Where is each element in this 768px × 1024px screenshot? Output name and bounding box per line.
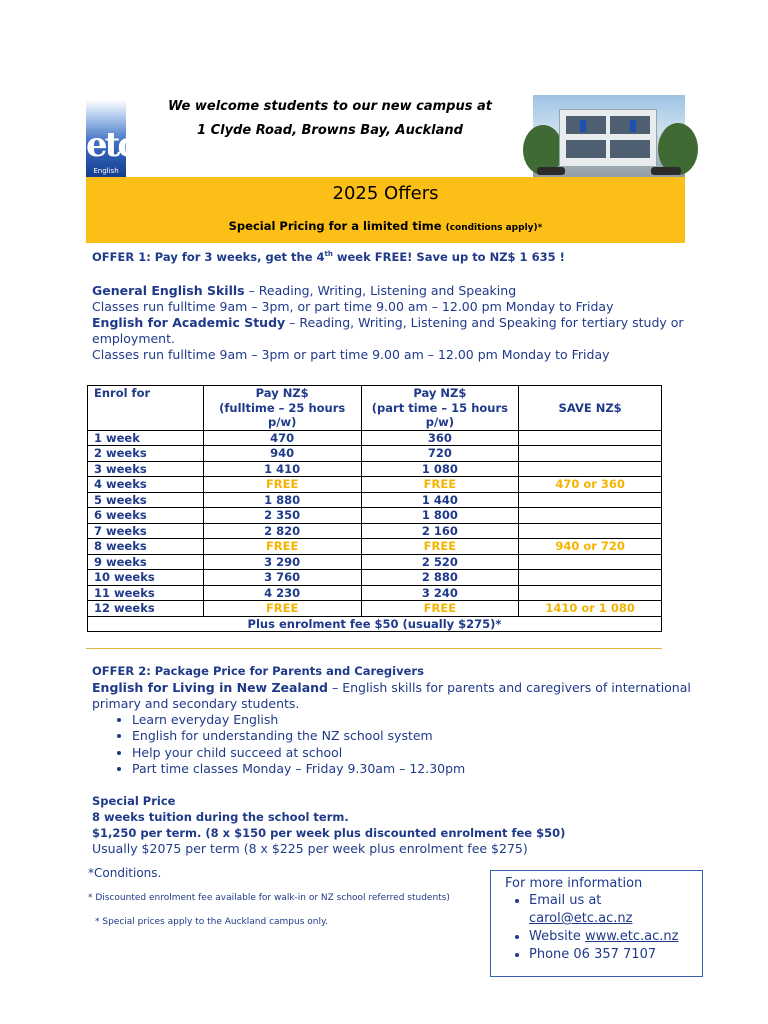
course-name: English for Living in New Zealand bbox=[92, 680, 328, 695]
table-row bbox=[88, 523, 662, 539]
contact-info-box bbox=[490, 870, 703, 977]
table-row bbox=[88, 585, 662, 601]
fulltime-price-cell: 3 760 bbox=[203, 570, 361, 586]
course-academic-english bbox=[92, 315, 702, 363]
table-row bbox=[88, 446, 662, 462]
banner-subtitle-small: (conditions apply)* bbox=[445, 223, 543, 233]
header-parttime-3: p/w) bbox=[425, 415, 455, 429]
logo-caption: English bbox=[93, 167, 119, 175]
offer-1-heading-post: week FREE! Save up to NZ$ 1 635 ! bbox=[332, 250, 565, 264]
course-desc: – English skills for parents and caregivers of international primary and secondary students. bbox=[92, 680, 691, 711]
enrol-cell: 8 weeks bbox=[88, 539, 204, 555]
fulltime-price-cell: FREE bbox=[203, 601, 361, 617]
header-fulltime-1: Pay NZ$ bbox=[255, 386, 309, 400]
course-living-nz bbox=[92, 680, 702, 712]
course-desc: – Reading, Writing, Listening and Speaking bbox=[244, 283, 517, 298]
course-general-english bbox=[92, 283, 702, 315]
course-schedule: Classes run fulltime 9am – 3pm, or part time 9.00 am – 12.00 pm Monday to Friday bbox=[92, 299, 614, 314]
list-item: • Part time classes Monday – Friday 9.30am – 12.30pm bbox=[132, 761, 692, 777]
header-parttime-1: Pay NZ$ bbox=[413, 386, 467, 400]
parttime-price-cell: 2 520 bbox=[361, 554, 519, 570]
save-cell bbox=[519, 446, 662, 462]
enrol-cell: 11 weeks bbox=[88, 585, 204, 601]
fulltime-price-cell: 3 290 bbox=[203, 554, 361, 570]
welcome-text bbox=[140, 95, 520, 143]
parttime-price-cell: FREE bbox=[361, 477, 519, 493]
price-line: $1,250 per term. (8 x $150 per week plus discounted enrolment fee $50) bbox=[92, 826, 566, 840]
table-row bbox=[88, 492, 662, 508]
parttime-price-cell: 360 bbox=[361, 430, 519, 446]
list-item: • English for understanding the NZ school system bbox=[132, 728, 692, 744]
banner-subtitle bbox=[86, 219, 685, 233]
save-cell bbox=[519, 492, 662, 508]
save-cell: 940 or 720 bbox=[519, 539, 662, 555]
etc-logo bbox=[86, 100, 136, 177]
header-fulltime bbox=[203, 386, 361, 431]
conditions-title: *Conditions. bbox=[88, 866, 162, 880]
parttime-price-cell: 1 440 bbox=[361, 492, 519, 508]
save-cell bbox=[519, 461, 662, 477]
fulltime-price-cell: 2 820 bbox=[203, 523, 361, 539]
fulltime-price-cell: 1 880 bbox=[203, 492, 361, 508]
special-price-title: Special Price bbox=[92, 794, 176, 808]
info-title: For more information bbox=[505, 876, 643, 891]
offer-1-heading bbox=[92, 250, 565, 264]
table-row bbox=[88, 508, 662, 524]
header-enrol: Enrol for bbox=[88, 386, 204, 431]
fulltime-price-cell: FREE bbox=[203, 477, 361, 493]
course-desc: – Reading, Writing, Listening and Speaking for tertiary study or employment. bbox=[92, 315, 684, 346]
enrol-cell: 4 weeks bbox=[88, 477, 204, 493]
conditions-note-2: * Special prices apply to the Auckland campus only. bbox=[95, 917, 328, 927]
fulltime-price-cell: FREE bbox=[203, 539, 361, 555]
enrol-cell: 3 weeks bbox=[88, 461, 204, 477]
usual-price-line: Usually $2075 per term (8 x $225 per week plus enrolment fee $275) bbox=[92, 841, 528, 856]
save-cell: 1410 or 1 080 bbox=[519, 601, 662, 617]
enrol-cell: 9 weeks bbox=[88, 554, 204, 570]
save-cell bbox=[519, 585, 662, 601]
table-row bbox=[88, 430, 662, 446]
enrol-cell: 12 weeks bbox=[88, 601, 204, 617]
save-cell bbox=[519, 508, 662, 524]
header-fulltime-3: p/w) bbox=[268, 415, 297, 429]
logo-mark: etc bbox=[86, 125, 136, 165]
section-divider bbox=[86, 648, 662, 649]
save-cell bbox=[519, 430, 662, 446]
table-row bbox=[88, 554, 662, 570]
table-row bbox=[88, 461, 662, 477]
header-save: SAVE NZ$ bbox=[519, 386, 662, 431]
fulltime-price-cell: 470 bbox=[203, 430, 361, 446]
parttime-price-cell: 3 240 bbox=[361, 585, 519, 601]
enrol-cell: 6 weeks bbox=[88, 508, 204, 524]
offer-2-bullets bbox=[92, 712, 692, 777]
campus-photo bbox=[533, 95, 685, 177]
parttime-price-cell: FREE bbox=[361, 601, 519, 617]
save-cell bbox=[519, 570, 662, 586]
offer-2-heading: OFFER 2: Package Price for Parents and Caregivers bbox=[92, 664, 424, 678]
header-parttime-2: (part time – 15 hours bbox=[371, 400, 508, 415]
banner-subtitle-main: Special Pricing for a limited time bbox=[228, 219, 442, 233]
parttime-price-cell: FREE bbox=[361, 539, 519, 555]
course-schedule: Classes run fulltime 9am – 3pm or part time 9.00 am – 12.00 pm Monday to Friday bbox=[92, 347, 610, 362]
enrol-cell: 5 weeks bbox=[88, 492, 204, 508]
website-link[interactable]: www.etc.ac.nz bbox=[584, 929, 679, 944]
offers-banner bbox=[86, 177, 685, 243]
enrolment-fee-note: Plus enrolment fee $50 (usually $275)* bbox=[88, 616, 662, 632]
table-header-row bbox=[88, 386, 662, 431]
enrol-cell: 2 weeks bbox=[88, 446, 204, 462]
tuition-line: 8 weeks tuition during the school term. bbox=[92, 810, 349, 824]
table-row bbox=[88, 477, 662, 493]
save-cell bbox=[519, 523, 662, 539]
list-item: • Help your child succeed at school bbox=[132, 745, 692, 761]
fulltime-price-cell: 940 bbox=[203, 446, 361, 462]
fulltime-price-cell: 4 230 bbox=[203, 585, 361, 601]
conditions-note-1: * Discounted enrolment fee available for walk-in or NZ school referred students) bbox=[88, 893, 450, 903]
enrol-cell: 10 weeks bbox=[88, 570, 204, 586]
table-footer-row bbox=[88, 616, 662, 632]
welcome-line-1: We welcome students to our new campus at bbox=[168, 99, 492, 114]
parttime-price-cell: 1 080 bbox=[361, 461, 519, 477]
parttime-price-cell: 2 880 bbox=[361, 570, 519, 586]
enrol-cell: 1 week bbox=[88, 430, 204, 446]
offer-1-heading-sup: th bbox=[324, 250, 333, 259]
email-item bbox=[529, 892, 702, 928]
website-label: Website bbox=[529, 929, 585, 944]
parttime-price-cell: 2 160 bbox=[361, 523, 519, 539]
list-item: • Learn everyday English bbox=[132, 712, 692, 728]
enrol-cell: 7 weeks bbox=[88, 523, 204, 539]
fulltime-price-cell: 2 350 bbox=[203, 508, 361, 524]
save-cell: 470 or 360 bbox=[519, 477, 662, 493]
table-row bbox=[88, 570, 662, 586]
website-item bbox=[529, 928, 702, 946]
welcome-line-2: 1 Clyde Road, Browns Bay, Auckland bbox=[197, 123, 463, 138]
banner-title: 2025 Offers bbox=[332, 183, 439, 204]
offer-1-heading-pre: OFFER 1: Pay for 3 weeks, get the 4 bbox=[92, 250, 325, 264]
course-name: English for Academic Study bbox=[92, 315, 286, 330]
table-row bbox=[88, 539, 662, 555]
email-label: Email us at bbox=[529, 893, 602, 908]
phone-item: • Phone 06 357 7107 bbox=[529, 946, 702, 964]
save-cell bbox=[519, 554, 662, 570]
course-name: General English Skills bbox=[92, 283, 245, 298]
parttime-price-cell: 1 800 bbox=[361, 508, 519, 524]
fulltime-price-cell: 1 410 bbox=[203, 461, 361, 477]
parttime-price-cell: 720 bbox=[361, 446, 519, 462]
header-fulltime-2: (fulltime – 25 hours bbox=[219, 400, 346, 415]
table-row bbox=[88, 601, 662, 617]
email-link[interactable]: carol@etc.ac.nz bbox=[529, 911, 633, 926]
header-parttime bbox=[361, 386, 519, 431]
pricing-table bbox=[87, 385, 662, 632]
